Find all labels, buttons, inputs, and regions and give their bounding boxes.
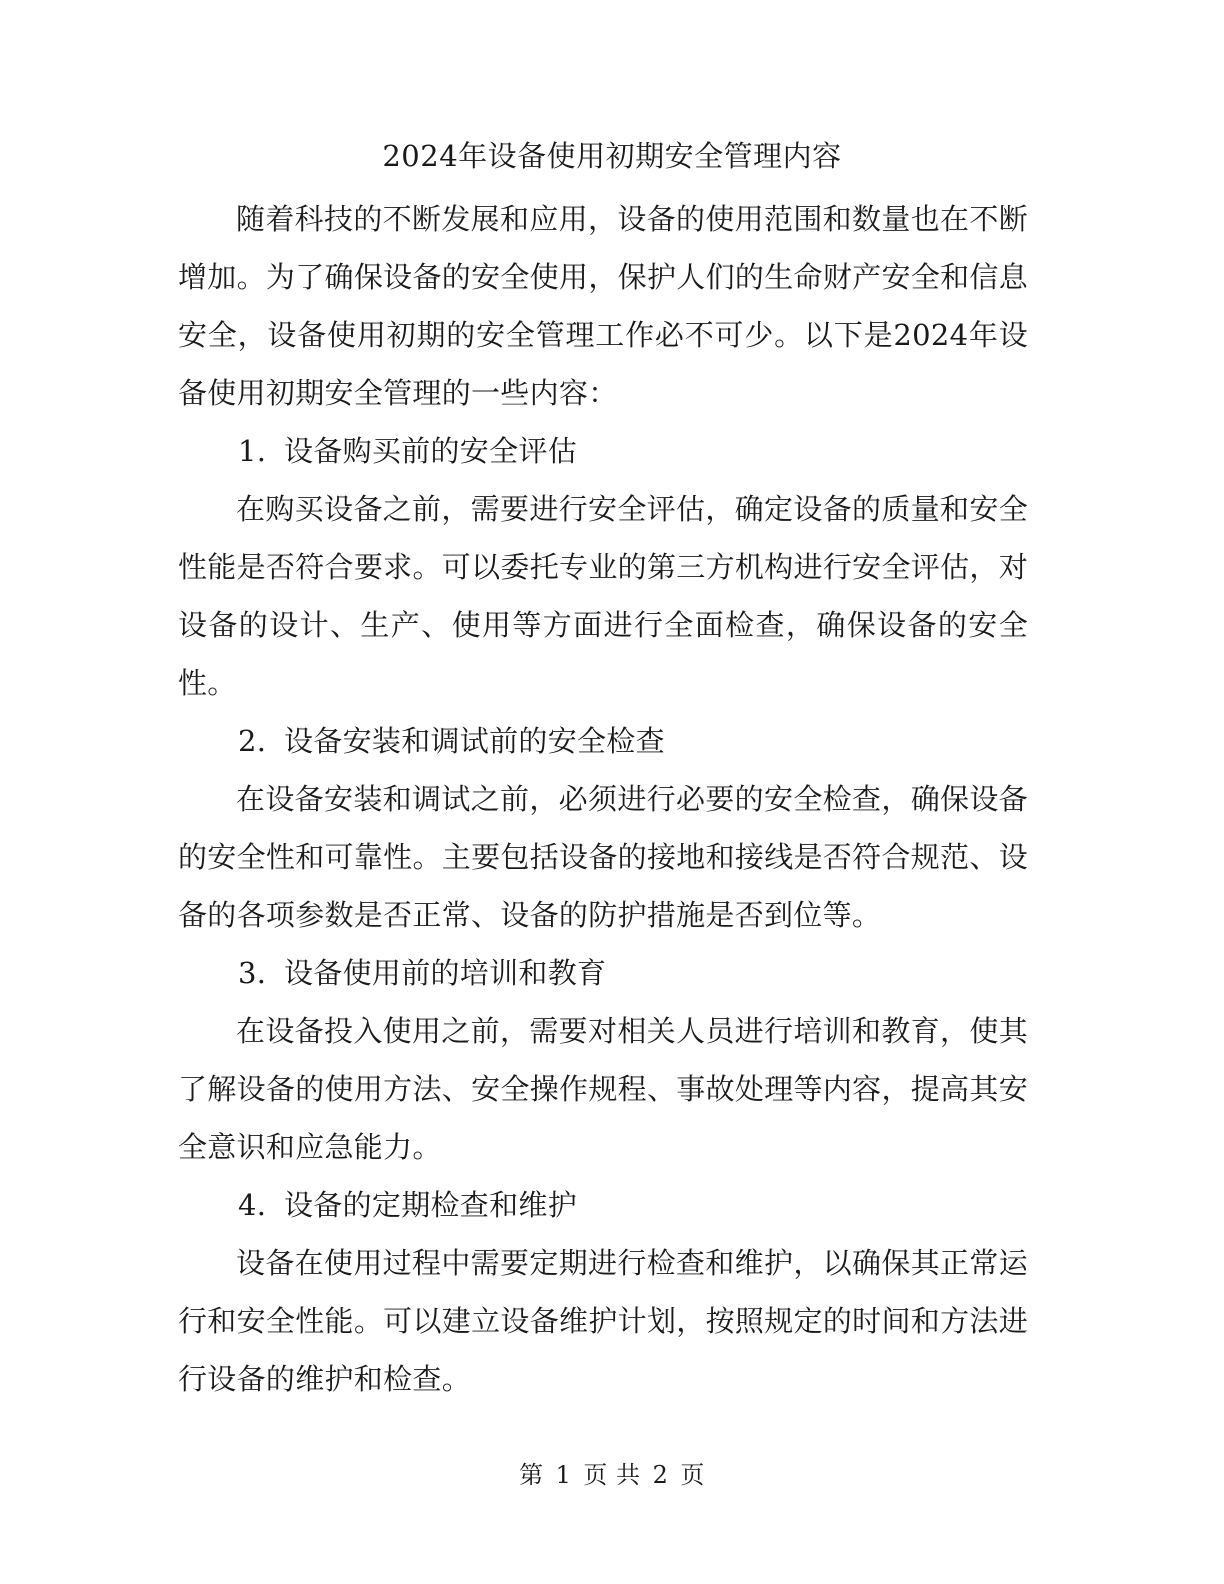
footer-current-page: 1 [555, 1461, 572, 1489]
page-footer [0, 1455, 1224, 1495]
document-body [178, 190, 1028, 1408]
section-heading-1 [178, 422, 1028, 480]
section-number: 4. [238, 1188, 267, 1222]
section-paragraph-3: 在设备投入使用之前，需要对相关人员进行培训和教育，使其了解设备的使用方法、安全操作规程、事故处理等内容，提高其安全意识和应急能力。 [178, 1014, 1028, 1164]
section-paragraph-4: 设备在使用过程中需要定期进行检查和维护，以确保其正常运行和安全性能。可以建立设备维护计划，按照规定的时间和方法进行设备的维护和检查。 [178, 1246, 1028, 1396]
footer-total-pages: 2 [652, 1461, 669, 1489]
section-heading-text: 设备使用前的培训和教育 [284, 956, 607, 990]
intro-paragraph: 随着科技的不断发展和应用，设备的使用范围和数量也在不断增加。为了确保设备的安全使用，保护人们的生命财产安全和信息安全，设备使用初期的安全管理工作必不可少。以下是2024年设备使用初期安全管理的一些内容： [178, 202, 1028, 410]
section-number: 3. [238, 956, 267, 990]
section-paragraph-2: 在设备安装和调试之前，必须进行必要的安全检查，确保设备的安全性和可靠性。主要包括设备的接地和接线是否符合规范、设备的各项参数是否正常、设备的防护措施是否到位等。 [178, 782, 1028, 932]
footer-suffix: 页 [680, 1461, 705, 1489]
section-number: 1. [238, 434, 267, 468]
section-number: 2. [238, 724, 267, 758]
section-heading-2 [178, 712, 1028, 770]
section-heading-4 [178, 1176, 1028, 1234]
footer-middle: 页 共 [583, 1461, 641, 1489]
section-heading-text: 设备购买前的安全评估 [284, 434, 578, 468]
document-title: 2024年设备使用初期安全管理内容 [382, 139, 842, 173]
section-heading-3 [178, 944, 1028, 1002]
section-heading-text: 设备的定期检查和维护 [284, 1188, 578, 1222]
section-paragraph-1: 在购买设备之前，需要进行安全评估，确定设备的质量和安全性能是否符合要求。可以委托专业的第三方机构进行安全评估，对设备的设计、生产、使用等方面进行全面检查，确保设备的安全性。 [178, 492, 1028, 700]
footer-prefix: 第 [519, 1461, 544, 1489]
section-heading-text: 设备安装和调试前的安全检查 [284, 724, 665, 758]
